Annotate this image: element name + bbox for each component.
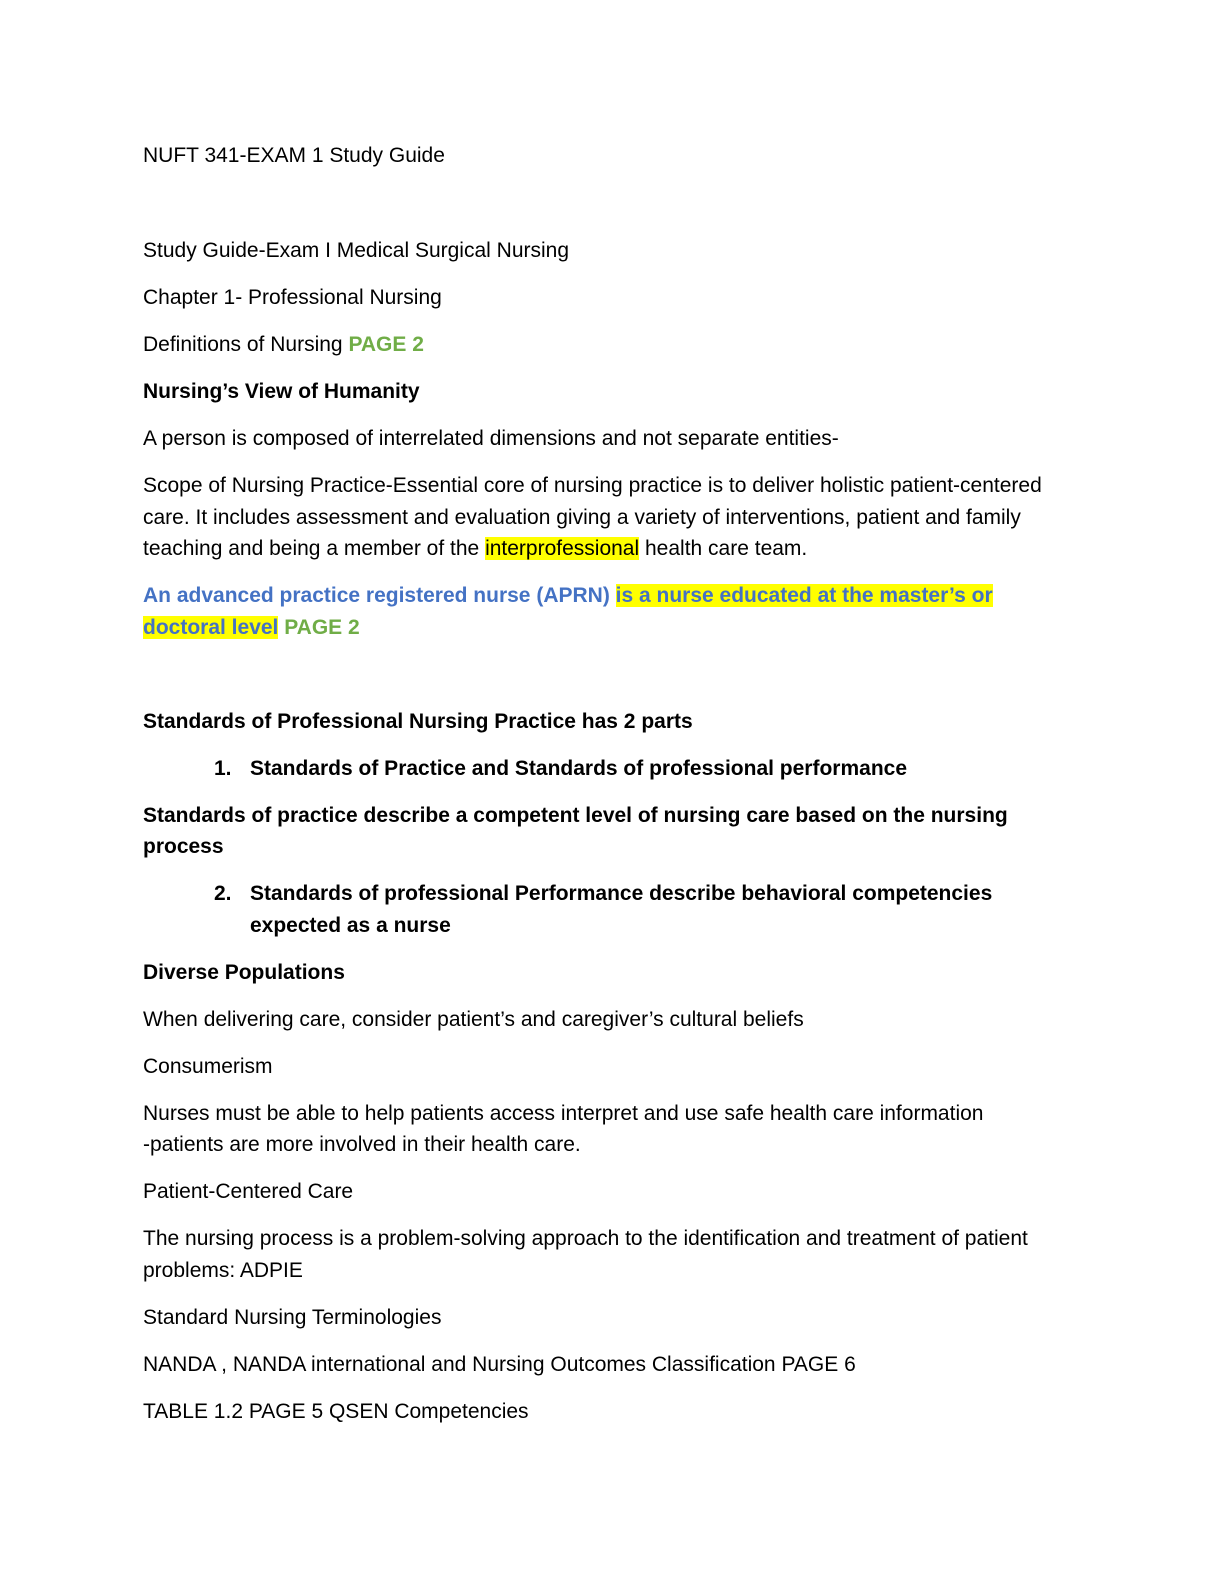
list-item-2 (143, 878, 1078, 941)
aprn-paragraph (143, 580, 1078, 643)
scope-text-end: health care team. (639, 537, 808, 560)
blank-line (143, 659, 1078, 706)
chapter-heading: Chapter 1- Professional Nursing (143, 286, 442, 309)
definitions-line (143, 329, 1078, 361)
aprn-term: An advanced practice registered nurse (APRN) (143, 584, 616, 607)
list-number-1: 1. (214, 756, 232, 780)
diverse-populations-heading: Diverse Populations (143, 960, 345, 984)
list-text-2: Standards of professional Performance describe behavioral competencies expected as a nurse (250, 882, 993, 937)
document-title: NUFT 341-EXAM 1 Study Guide (143, 144, 445, 167)
list-number-2: 2. (214, 882, 232, 905)
scope-highlight: interprofessional (485, 537, 640, 560)
blank-line (143, 187, 1078, 235)
terminologies-heading: Standard Nursing Terminologies (143, 1305, 442, 1329)
consumerism-heading: Consumerism (143, 1054, 273, 1078)
list-item-1 (143, 753, 1078, 785)
aprn-definition: is a nurse educated at the master’s or doctoral level (143, 584, 993, 639)
scope-text: Scope of Nursing Practice-Essential core of nursing practice is to deliver holistic patient-centered care. It includes assessment and evaluation giving a variety of interventions, patient and family teaching and being a member of the (143, 474, 1042, 560)
nurses-paragraph (143, 1098, 1078, 1161)
view-of-humanity-heading: Nursing’s View of Humanity (143, 380, 420, 403)
standards-practice-paragraph: Standards of practice describe a competent level of nursing care based on the nursing process (143, 803, 1008, 858)
study-guide-heading: Study Guide-Exam I Medical Surgical Nursing (143, 239, 570, 262)
diverse-paragraph: When delivering care, consider patient’s and caregiver’s cultural beliefs (143, 1007, 804, 1031)
list-text-1: Standards of Practice and Standards of professional performance (250, 756, 907, 780)
nursing-process-paragraph: The nursing process is a problem-solving approach to the identification and treatment of patient problems: ADPIE (143, 1227, 1028, 1282)
nanda-paragraph: NANDA , NANDA international and Nursing Outcomes Classification PAGE 6 (143, 1352, 856, 1376)
document-page (143, 140, 1078, 1443)
aprn-page-ref: PAGE 2 (284, 615, 360, 639)
scope-paragraph (143, 470, 1078, 565)
person-paragraph: A person is composed of interrelated dimensions and not separate entities- (143, 427, 839, 450)
table-reference: TABLE 1.2 PAGE 5 QSEN Competencies (143, 1399, 529, 1423)
definitions-page-ref: PAGE 2 (348, 333, 424, 356)
patient-centered-care-heading: Patient-Centered Care (143, 1180, 354, 1203)
definitions-text: Definitions of Nursing (143, 333, 349, 356)
nurses-line-2: -patients are more involved in their health care. (143, 1133, 581, 1156)
standards-heading: Standards of Professional Nursing Practice has 2 parts (143, 709, 693, 733)
nurses-line-1: Nurses must be able to help patients access interpret and use safe health care information (143, 1101, 984, 1125)
